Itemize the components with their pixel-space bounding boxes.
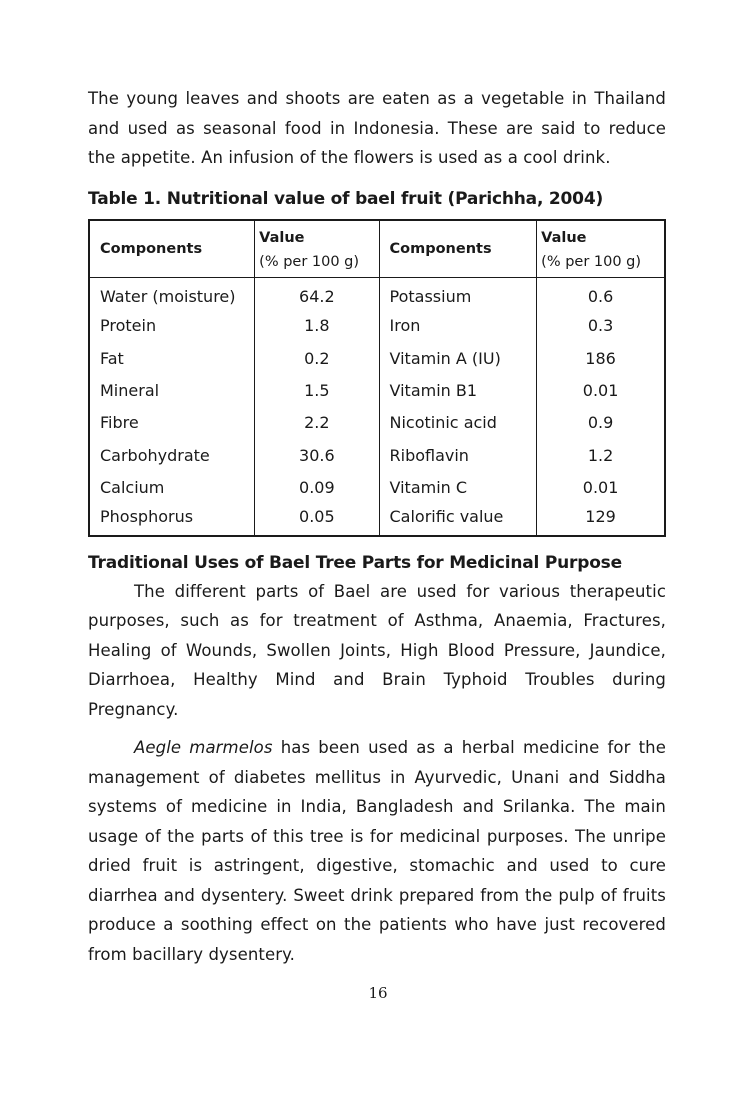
page-content [88, 84, 666, 969]
component-cell: Protein [89, 310, 255, 342]
value-cell: 0.2 [255, 342, 379, 374]
component-cell: Water (moisture) [89, 278, 255, 310]
table-row [89, 310, 665, 342]
component-cell: Carbohydrate [89, 439, 255, 471]
value-cell: 2.2 [255, 407, 379, 439]
header-value-1 [255, 220, 379, 278]
component-cell: Mineral [89, 374, 255, 406]
component-cell: Potassium [379, 278, 537, 310]
table-body [89, 278, 665, 536]
value-cell: 1.8 [255, 310, 379, 342]
value-cell: 0.05 [255, 504, 379, 536]
component-cell: Phosphorus [89, 504, 255, 536]
value-cell: 0.01 [537, 374, 665, 406]
header-value-2 [537, 220, 665, 278]
component-cell: Vitamin C [379, 471, 537, 503]
value-cell: 0.01 [537, 471, 665, 503]
table-row [89, 471, 665, 503]
table-caption: Table 1. Nutritional value of bael fruit (Parichha, 2004) [88, 188, 604, 209]
component-cell: Fibre [89, 407, 255, 439]
header-value-unit: (% per 100 g) [259, 253, 360, 270]
table-row [89, 342, 665, 374]
component-cell: Riboflavin [379, 439, 537, 471]
value-cell: 186 [537, 342, 665, 374]
value-cell: 1.5 [255, 374, 379, 406]
section-heading: Traditional Uses of Bael Tree Parts for Medicinal Purpose [88, 552, 622, 573]
table-row [89, 374, 665, 406]
paragraph-2-text: has been used as a herbal medicine for the management of diabetes mellitus in Ayurvedic, Unani and Siddha systems of medicine in India, Bangladesh and Srilanka. The main usage of the parts of this tree is for medicinal purposes. The unripe dried fruit is astringent, digestive, stomachic and used to cure diarrhea and dysentery. Sweet drink prepared from the pulp of fruits produce a soothing effect on the patients who have just recovered from bacillary dysentery. [88, 738, 666, 964]
nutrition-table [88, 219, 666, 537]
value-cell: 0.09 [255, 471, 379, 503]
value-cell: 0.3 [537, 310, 665, 342]
component-cell: Fat [89, 342, 255, 374]
header-value-unit: (% per 100 g) [541, 253, 642, 270]
value-cell: 129 [537, 504, 665, 536]
section-paragraph-2 [88, 733, 666, 969]
value-cell: 1.2 [537, 439, 665, 471]
value-cell: 0.9 [537, 407, 665, 439]
value-cell: 30.6 [255, 439, 379, 471]
table-row [89, 439, 665, 471]
component-cell: Iron [379, 310, 537, 342]
value-cell: 64.2 [255, 278, 379, 310]
component-cell: Calorific value [379, 504, 537, 536]
component-cell: Vitamin A (IU) [379, 342, 537, 374]
value-cell: 0.6 [537, 278, 665, 310]
header-components-2: Components [379, 220, 537, 278]
intro-paragraph: The young leaves and shoots are eaten as a vegetable in Thailand and used as seasonal food in Indonesia. These are said to reduce the appetite. An infusion of the flowers is used as a cool drink. [88, 89, 666, 167]
page-number: 16 [368, 984, 388, 1002]
component-cell: Calcium [89, 471, 255, 503]
header-value-label: Value [541, 229, 587, 246]
component-cell: Nicotinic acid [379, 407, 537, 439]
header-components-1: Components [89, 220, 255, 278]
table-header-row [89, 220, 665, 278]
species-name: Aegle marmelos [134, 738, 273, 758]
component-cell: Vitamin B1 [379, 374, 537, 406]
table-row [89, 278, 665, 310]
section-paragraph-1: The different parts of Bael are used for various therapeutic purposes, such as for treatment of Asthma, Anaemia, Fractures, Healing of Wounds, Swollen Joints, High Blood Pressure, Jaundice, Diarrhoea, Healthy Mind and Brain Typhoid Troubles during Pregnancy. [88, 581, 666, 719]
table-row [89, 407, 665, 439]
header-value-label: Value [259, 229, 305, 246]
table-row [89, 504, 665, 536]
